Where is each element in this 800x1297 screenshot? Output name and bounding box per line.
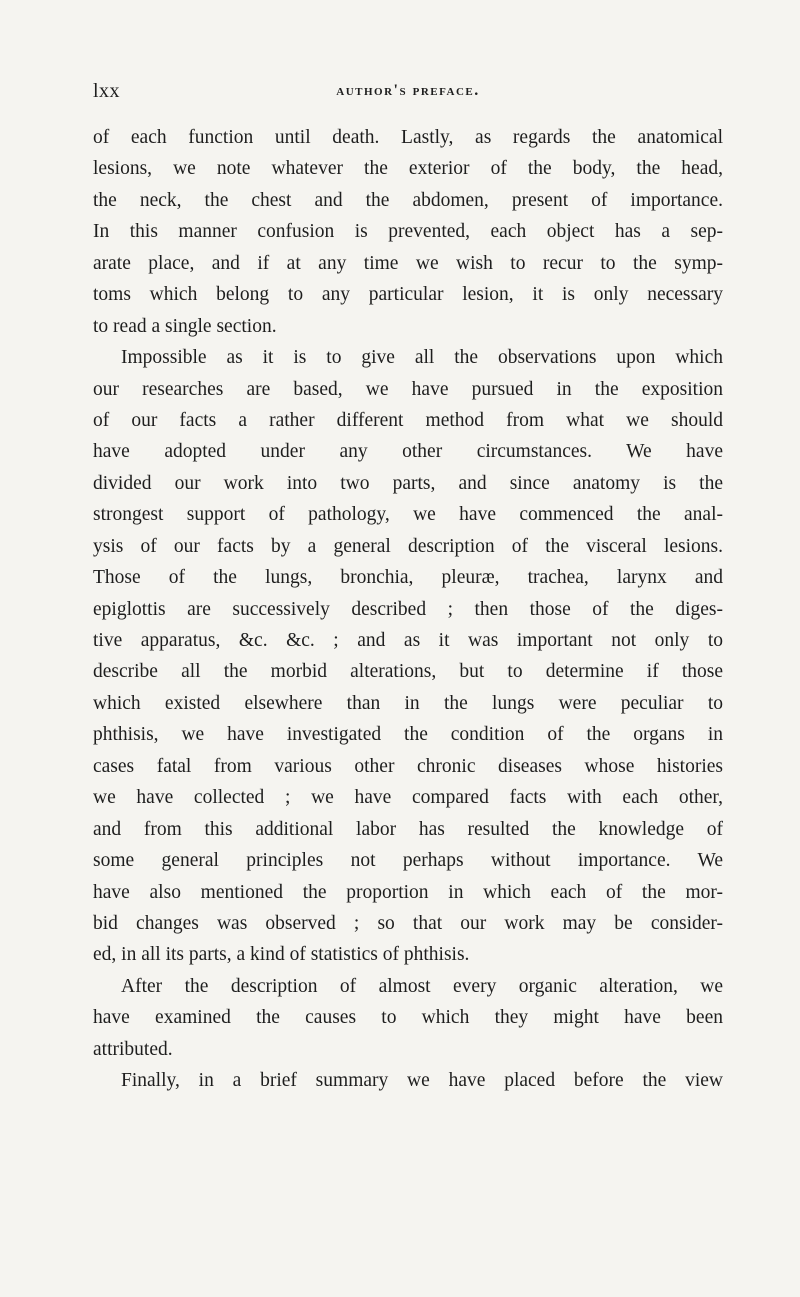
text-line: arate place, and if at any time we wish to recur to the symp- (93, 252, 723, 274)
text-line: In this manner confusion is prevented, each object has a sep- (93, 221, 723, 243)
text-line: epiglottis are successively described ; then those of the diges- (93, 598, 723, 620)
text-line: After the description of almost every organic alteration, we (121, 975, 723, 997)
text-line: ysis of our facts by a general description of the visceral lesions. (93, 535, 723, 557)
text-line: have examined the causes to which they might have been (93, 1007, 723, 1029)
text-line: tive apparatus, &c. &c. ; and as it was important not only to (93, 630, 723, 651)
text-line: Finally, in a brief summary we have placed before the view (121, 1070, 723, 1092)
text-line: lesions, we note whatever the exterior of the body, the head, (93, 158, 723, 180)
text-line: Impossible as it is to give all the observations upon which (121, 347, 723, 369)
header-title: author's preface. (336, 82, 480, 99)
text-line: ed, in all its parts, a kind of statistics of phthisis. (93, 944, 470, 966)
text-line: strongest support of pathology, we have commenced the anal- (93, 504, 723, 526)
text-line: cases fatal from various other chronic diseases whose histories (93, 755, 723, 777)
text-line: we have collected ; we have compared facts with each other, (93, 787, 723, 809)
text-line: phthisis, we have investigated the condition of the organs in (93, 724, 723, 746)
text-line: to read a single section. (93, 315, 277, 337)
text-line: some general principles not perhaps without importance. We (93, 850, 723, 872)
text-line: have adopted under any other circumstances. We have (93, 441, 723, 463)
text-line: of each function until death. Lastly, as regards the anatomical (93, 127, 723, 148)
text-line: attributed. (93, 1038, 173, 1060)
text-line: which existed elsewhere than in the lungs were peculiar to (93, 692, 723, 714)
text-line: and from this additional labor has resulted the knowledge of (93, 818, 723, 840)
page-number: lxx (93, 80, 121, 102)
body-text (93, 122, 723, 1097)
text-line: divided our work into two parts, and since anatomy is the (93, 472, 723, 494)
running-head (93, 80, 723, 106)
text-line: the neck, the chest and the abdomen, present of importance. (93, 189, 723, 211)
text-line: Those of the lungs, bronchia, pleuræ, trachea, larynx and (93, 567, 723, 589)
text-line: bid changes was observed ; so that our work may be consider- (93, 912, 723, 934)
text-line: of our facts a rather different method from what we should (93, 409, 723, 431)
text-line: have also mentioned the proportion in which each of the mor- (93, 881, 723, 903)
text-line: our researches are based, we have pursued in the exposition (93, 378, 723, 400)
text-line: toms which belong to any particular lesion, it is only necessary (93, 284, 723, 306)
text-line: describe all the morbid alterations, but to determine if those (93, 661, 723, 683)
